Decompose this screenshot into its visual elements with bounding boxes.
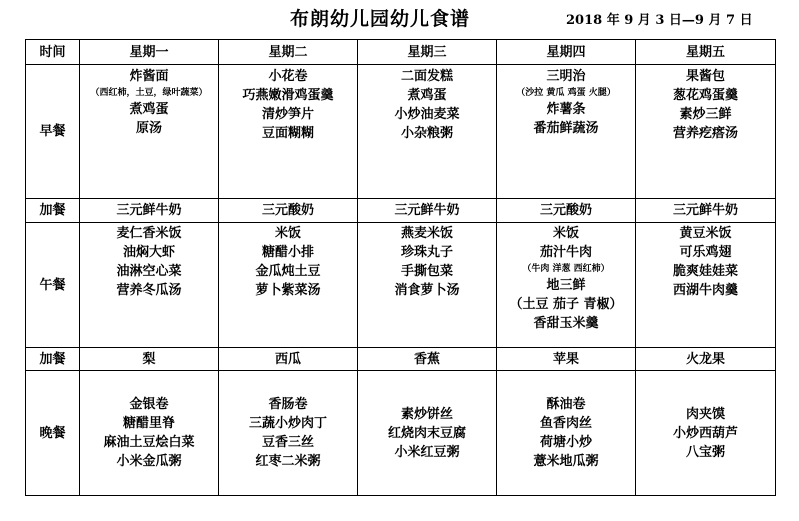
dish-item: 番茄鲜蔬汤 — [533, 121, 599, 136]
dish-item: 红烧肉末豆腐 — [387, 425, 466, 441]
header-day-friday: 星期五 — [636, 40, 776, 65]
lunch-friday — [636, 223, 776, 348]
dish-item: 西湖牛肉羹 — [672, 283, 738, 298]
dish-item: 荷塘小炒 — [539, 435, 592, 450]
lunch-tuesday — [219, 223, 358, 348]
breakfast-wednesday — [358, 65, 497, 199]
dish-item: 小米金瓜粥 — [116, 454, 182, 469]
lunch-row — [26, 223, 776, 348]
dish-item: 手撕包菜 — [400, 264, 453, 279]
lunch-wednesday — [358, 223, 497, 348]
dish-item: 麻油土豆烩白菜 — [103, 435, 195, 450]
dish-item: 小花卷 — [268, 69, 308, 84]
dish-item: 豆香三丝 — [261, 435, 314, 450]
lunch-monday — [80, 223, 219, 348]
dish-item: 可乐鸡翅 — [679, 245, 732, 260]
dish-item: 小炒油麦菜 — [394, 107, 460, 122]
morning-snack-label: 加餐 — [26, 199, 80, 223]
morning-snack-monday: 三元鲜牛奶 — [80, 199, 219, 223]
dish-item: 巧燕嫩滑鸡蛋羹 — [242, 88, 334, 103]
header-day-monday: 星期一 — [80, 40, 219, 65]
afternoon-snack-tuesday: 西瓜 — [219, 348, 358, 371]
dinner-wednesday — [358, 371, 497, 496]
dinner-label: 晚餐 — [26, 371, 80, 496]
afternoon-snack-row — [26, 348, 776, 371]
breakfast-tuesday — [219, 65, 358, 199]
dish-item: 煮鸡蛋 — [129, 102, 169, 117]
afternoon-snack-monday: 梨 — [80, 348, 219, 371]
dish-item: 八宝粥 — [685, 444, 725, 460]
dish-ingredients-note: （沙拉 黄瓜 鸡蛋 火腿） — [516, 88, 616, 98]
afternoon-snack-thursday: 苹果 — [497, 348, 636, 371]
header-time: 时间 — [26, 40, 80, 65]
dish-item: 金瓜炖土豆 — [255, 264, 321, 279]
morning-snack-thursday: 三元酸奶 — [497, 199, 636, 223]
dish-item: 糖醋里脊 — [122, 416, 175, 431]
morning-snack-row — [26, 199, 776, 223]
date-range: 2018 年 9 月 3 日—9 月 7 日 — [566, 13, 753, 28]
dish-item: 油淋空心菜 — [116, 264, 182, 279]
dish-item: 葱花鸡蛋羹 — [672, 88, 738, 103]
dish-item: 原汤 — [135, 121, 162, 136]
breakfast-label: 早餐 — [26, 65, 80, 199]
breakfast-monday — [80, 65, 219, 199]
dish-item: 燕麦米饭 — [400, 226, 453, 241]
header-row — [26, 40, 776, 65]
dinner-monday — [80, 371, 219, 496]
dish-ingredients-note: （牛肉 洋葱 西红柿） — [522, 264, 610, 274]
dish-item: 茄汁牛肉 — [539, 245, 592, 260]
dish-item: 薏米地瓜粥 — [533, 454, 599, 469]
breakfast-friday — [636, 65, 776, 199]
dish-item: 米饭 — [274, 226, 301, 241]
dish-item: 地三鲜 — [546, 278, 586, 293]
dish-item: 营养疙瘩汤 — [672, 126, 738, 141]
dish-item: 黄豆米饭 — [679, 226, 732, 241]
dish-item: 脆爽娃娃菜 — [672, 264, 738, 279]
morning-snack-wednesday: 三元鲜牛奶 — [358, 199, 497, 223]
dish-ingredients-note: （西红柿，土豆，绿叶蔬菜） — [90, 88, 208, 98]
dish-item: 酥油卷 — [546, 397, 586, 412]
dish-item: 豆面糊糊 — [261, 126, 314, 141]
morning-snack-tuesday: 三元酸奶 — [219, 199, 358, 223]
dish-item: 营养冬瓜汤 — [116, 283, 182, 298]
dish-item: 香甜玉米羹 — [533, 316, 599, 331]
weekly-menu-table — [25, 39, 776, 496]
afternoon-snack-label: 加餐 — [26, 348, 80, 371]
menu-title: 布朗幼儿园幼儿食谱 — [289, 8, 470, 30]
header-day-thursday: 星期四 — [497, 40, 636, 65]
dish-item: 素炒三鲜 — [679, 107, 732, 122]
dish-item: 消食萝卜汤 — [394, 283, 460, 298]
dish-item: 小米红豆粥 — [394, 444, 460, 460]
breakfast-row — [26, 65, 776, 199]
dish-item: 萝卜紫菜汤 — [255, 283, 321, 298]
dish-item: 米饭 — [552, 226, 579, 241]
dish-item: 油焖大虾 — [122, 245, 175, 260]
header-day-wednesday: 星期三 — [358, 40, 497, 65]
lunch-thursday — [497, 223, 636, 348]
dinner-row — [26, 371, 776, 496]
lunch-label: 午餐 — [26, 223, 80, 348]
dish-item: 三蔬小炒肉丁 — [248, 416, 327, 431]
dish-item: 煮鸡蛋 — [407, 88, 447, 103]
dish-item: 小炒西葫芦 — [672, 425, 738, 441]
dish-item: 鱼香肉丝 — [539, 416, 592, 431]
afternoon-snack-wednesday: 香蕉 — [358, 348, 497, 371]
dinner-tuesday — [219, 371, 358, 496]
dish-item: （土豆 茄子 青椒） — [509, 297, 623, 312]
dish-item: 金银卷 — [129, 397, 169, 412]
breakfast-thursday — [497, 65, 636, 199]
dish-item: 麦仁香米饭 — [116, 226, 182, 241]
dish-item: 二面发糕 — [400, 69, 453, 84]
dish-item: 果酱包 — [685, 69, 725, 84]
dish-item: 炸酱面 — [129, 69, 169, 84]
dish-item: 清炒笋片 — [261, 107, 314, 122]
dinner-thursday — [497, 371, 636, 496]
dish-item: 三明治 — [546, 69, 586, 84]
header-day-tuesday: 星期二 — [219, 40, 358, 65]
dish-item: 小杂粮粥 — [400, 126, 453, 141]
dish-item: 糖醋小排 — [261, 245, 314, 260]
afternoon-snack-friday: 火龙果 — [636, 348, 776, 371]
dish-item: 珍珠丸子 — [400, 245, 453, 260]
morning-snack-friday: 三元鲜牛奶 — [636, 199, 776, 223]
dish-item: 素炒饼丝 — [400, 406, 453, 422]
dish-item: 炸薯条 — [546, 102, 586, 117]
dinner-friday — [636, 371, 776, 496]
dish-item: 肉夹馍 — [685, 406, 725, 422]
dish-item: 红枣二米粥 — [255, 454, 321, 469]
dish-item: 香肠卷 — [268, 397, 308, 412]
